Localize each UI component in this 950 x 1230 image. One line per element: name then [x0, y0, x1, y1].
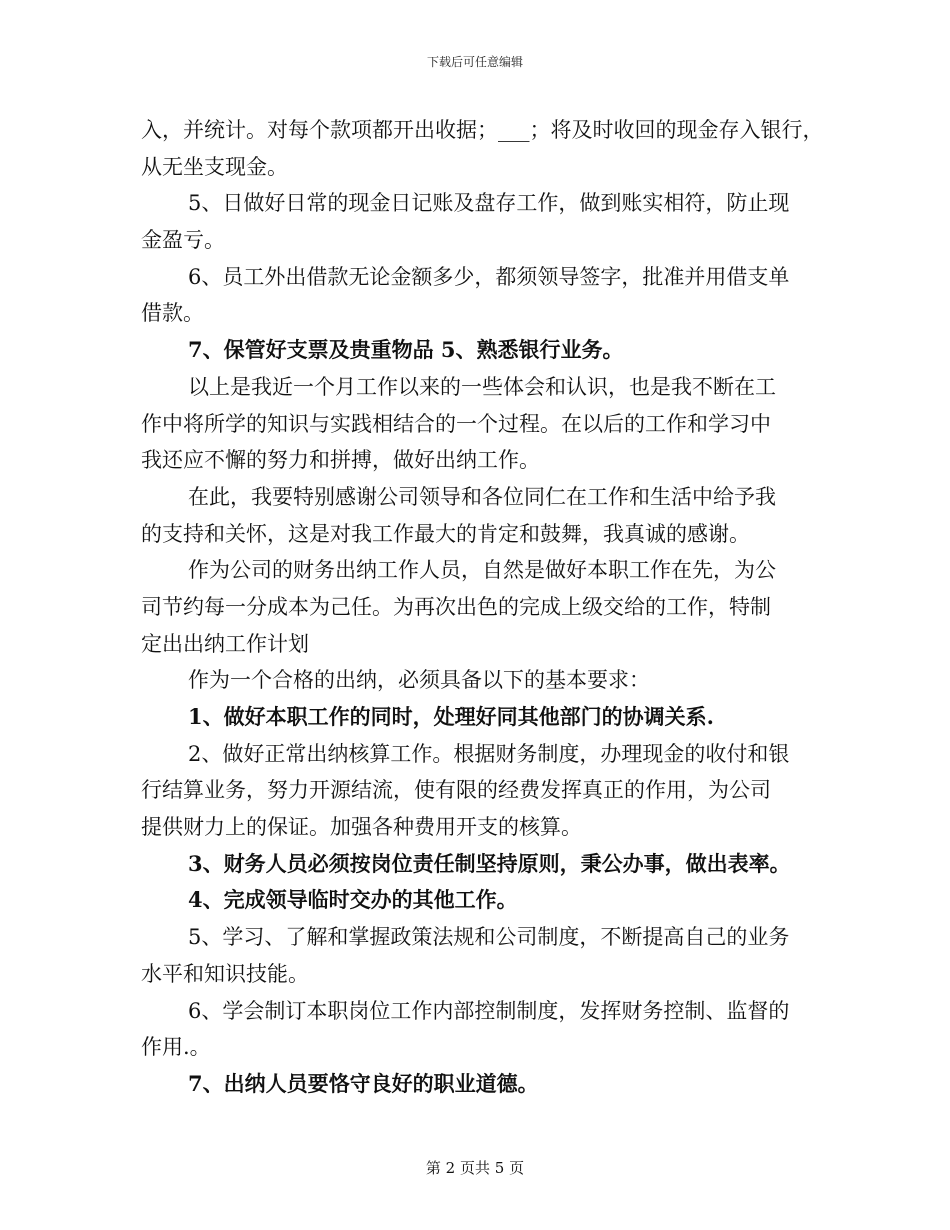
text-line: 5、学习、了解和掌握政策法规和公司制度，不断提高自己的业务: [188, 925, 790, 950]
text-line: 借款。: [141, 301, 204, 326]
text-line: 的支持和关怀，这是对我工作最大的肯定和鼓舞，我真诚的感谢。: [141, 521, 750, 546]
text-line: 在此，我要特别感谢公司领导和各位同仁在工作和生活中给予我: [188, 484, 776, 509]
text-line: 提供财力上的保证。加强各种费用开支的核算。: [141, 815, 582, 840]
text-line: 3、财务人员必须按岗位责任制坚持原则，秉公办事，做出表率。: [188, 850, 791, 876]
text-line: 作为公司的财务出纳工作人员，自然是做好本职工作在先，为公: [188, 558, 776, 583]
text-line: 以上是我近一个月工作以来的一些体会和认识，也是我不断在工: [188, 374, 776, 399]
text-line: 从无坐支现金。: [141, 154, 288, 179]
text-line: 作中将所学的知识与实践相结合的一个过程。在以后的工作和学习中: [141, 411, 771, 436]
text-line: 7、保管好支票及贵重物品 5、熟悉银行业务。: [188, 337, 624, 363]
page-footer: 第 2 页共 5 页: [425, 1159, 525, 1177]
text-line: 7、出纳人员要恪守良好的职业道德。: [188, 1070, 539, 1096]
text-line: 4、完成领导临时交办的其他工作。: [188, 887, 518, 913]
text-line: 我还应不懈的努力和拼搏，做好出纳工作。: [141, 448, 540, 473]
text-line: 作用.。: [141, 1035, 211, 1060]
text-line: 行结算业务，努力开源结流，使有限的经费发挥真正的作用，为公司: [141, 778, 771, 803]
document-body: [141, 112, 824, 1103]
text-line: 作为一个合格的出纳，必须具备以下的基本要求：: [188, 668, 650, 693]
text-line: 5、日做好日常的现金日记账及盘存工作，做到账实相符，防止现: [188, 191, 790, 216]
text-line: 6、学会制订本职岗位工作内部控制制度，发挥财务控制、监督的: [188, 998, 790, 1023]
text-line: 金盈亏。: [141, 228, 225, 253]
text-line: 1、做好本职工作的同时，处理好同其他部门的协调关系.: [188, 704, 714, 729]
text-line: 2、做好正常出纳核算工作。根据财务制度，办理现金的收付和银: [188, 741, 790, 766]
page-header: 下载后可任意编辑: [426, 55, 523, 69]
text-line: 司节约每一分成本为己任。为再次出色的完成上级交给的工作，特制: [141, 594, 771, 619]
text-line: 6、员工外出借款无论金额多少，都须领导签字，批准并用借支单: [188, 264, 790, 289]
text-line: 水平和知识技能。: [141, 961, 309, 986]
text-line: 入，并统计。对每个款项都开出收据；___；将及时收回的现金存入银行，: [141, 118, 824, 142]
text-line: 定出出纳工作计划: [141, 631, 309, 656]
